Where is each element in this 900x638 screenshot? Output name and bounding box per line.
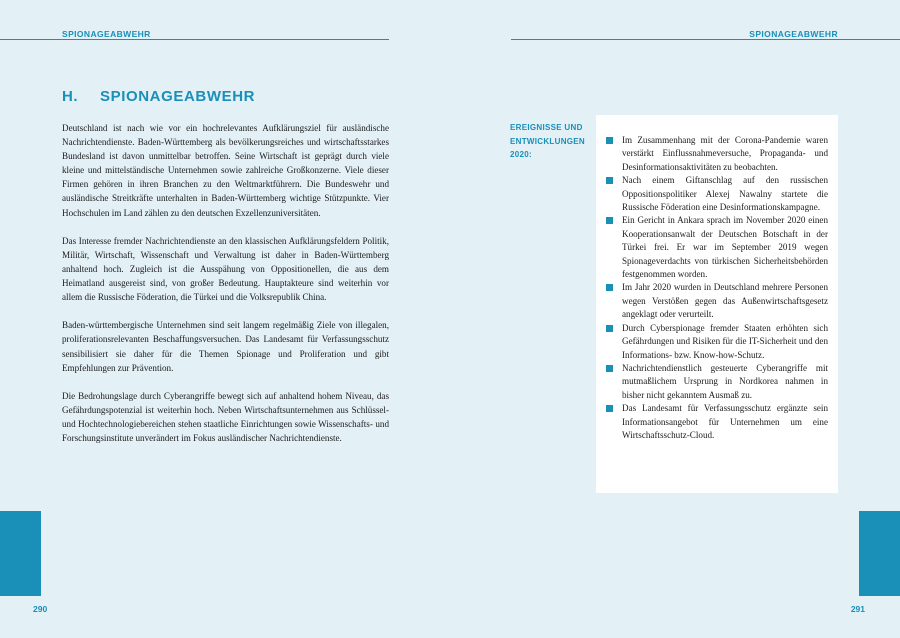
events-label-line: ENTWICKLUNGEN (510, 136, 586, 146)
side-color-block (859, 511, 900, 596)
list-item (606, 362, 828, 402)
event-text: Nach einem Giftanschlag auf den russischen Oppositionspolitiker Alexej Nawalny startete die Russische Föderation eine Desinformationskampagne. (622, 175, 828, 213)
square-bullet-icon (606, 137, 613, 144)
running-head: SPIONAGEABWEHR (62, 29, 151, 39)
list-item (606, 214, 828, 281)
chapter-title: SPIONAGEABWEHR (100, 88, 256, 105)
paragraph: Baden-württembergische Unternehmen sind seit langem regelmäßig Ziele von illegalen, proliferationsrelevanten Beschaffungsversuchen. Das Landesamt für Verfassungsschutz sensibilisiert sie daher für die Themen Spionage und Proliferation und gibt Empfehlungen zur Prävention. (62, 320, 389, 373)
side-color-block (0, 511, 41, 596)
chapter-heading (62, 88, 255, 105)
event-text: Durch Cyberspionage fremder Staaten erhöhten sich Gefährdungen und Risiken für die IT-Sicherheit und den Informations- bzw. Know-how-Schutz. (622, 322, 828, 360)
header-rule (0, 39, 389, 40)
events-label-line: EREIGNISSE UND (510, 123, 583, 132)
square-bullet-icon (606, 405, 613, 412)
list-item (606, 174, 828, 214)
body-text (62, 121, 389, 459)
square-bullet-icon (606, 177, 613, 184)
square-bullet-icon (606, 365, 613, 372)
event-text: Ein Gericht in Ankara sprach im November 2020 einen Kooperationsanwalt der Deutschen Botschaft in der Türkei frei. Er war im September 2019 wegen Spionageverdachts von türkischen Sicherheitsbehörden festgenommen worden. (622, 215, 828, 280)
list-item (606, 322, 828, 362)
header-rule (511, 39, 900, 40)
event-text: Nachrichtendienstlich gesteuerte Cyberangriffe mit mutmaßlichem Ursprung in Nordkorea nahmen in bisher nicht gekanntem Ausmaß zu. (622, 362, 828, 400)
page-number: 290 (33, 604, 48, 614)
events-label (510, 121, 600, 162)
list-item (606, 402, 828, 442)
page-number: 291 (850, 604, 865, 614)
square-bullet-icon (606, 325, 613, 332)
events-list (606, 134, 828, 442)
list-item (606, 281, 828, 321)
square-bullet-icon (606, 217, 613, 224)
event-text: Im Zusammenhang mit der Corona-Pandemie waren verstärkt Einflussnahmeversuche, Propaganda- und Desinformationsaktivitäten zu beobachten. (622, 135, 828, 172)
paragraph: Deutschland ist nach wie vor ein hochrelevantes Aufklärungsziel für ausländische Nachrichtendienste. Baden-Württemberg als bevölkerungsreiches und wirtschaftsstarkes Bundesland ist davon unmittelbar betroffen. Seine Wirtschaft ist geprägt durch viele kleine und mittelständische Unternehmen sowie zahlreiche Großkonzerne. Viele dieser Firmen gehören in ihren Branchen zu den Weltmarktführern. Die Bundeswehr und ausländische Streitkräfte unterhalten in Baden-Württemberg wichtige Stützpunkte. Vier Hochschulen im Land zählen zu den deutschen Exzellenzuniversitäten. (62, 123, 389, 218)
chapter-letter: H. (62, 88, 79, 105)
paragraph: Die Bedrohungslage durch Cyberangriffe bewegt sich auf anhaltend hohem Niveau, das Gefährdungspotenzial ist weiterhin hoch. Neben Wirtschaftsunternehmen aus Schlüssel- und Hochtechnologiebereichen stehen staatliche Einrichtungen sowie Wissenschafts- und Forschungsinstitute unverändert im Fokus ausländischer Nachrichtendienste. (62, 390, 389, 444)
square-bullet-icon (606, 284, 613, 291)
running-head: SPIONAGEABWEHR (749, 29, 838, 39)
event-text: Im Jahr 2020 wurden in Deutschland mehrere Personen wegen Verstößen gegen das Außenwirtschaftsgesetz angeklagt oder verurteilt. (622, 282, 828, 320)
events-box (596, 115, 838, 493)
right-page (450, 0, 900, 638)
event-text: Das Landesamt für Verfassungsschutz ergänzte sein Informationsangebot für Unternehmen um eine Wirtschaftsschutz-Cloud. (622, 403, 828, 440)
events-label-line: 2020: (510, 150, 532, 159)
list-item (606, 134, 828, 174)
paragraph: Das Interesse fremder Nachrichtendienste an den klassischen Aufklärungsfeldern Politik, Militär, Wirtschaft, Wissenschaft und Verwaltung ist daher in Baden-Württemberg anhaltend hoch. Zugleich ist die Ausspähung von Oppositionellen, die aus dem Heimatland ausgereist sind, von großer Bedeutung. Hauptakteure sind weiterhin vor allem die Russische Föderation, die Türkei und die Volksrepublik China. (62, 235, 389, 303)
